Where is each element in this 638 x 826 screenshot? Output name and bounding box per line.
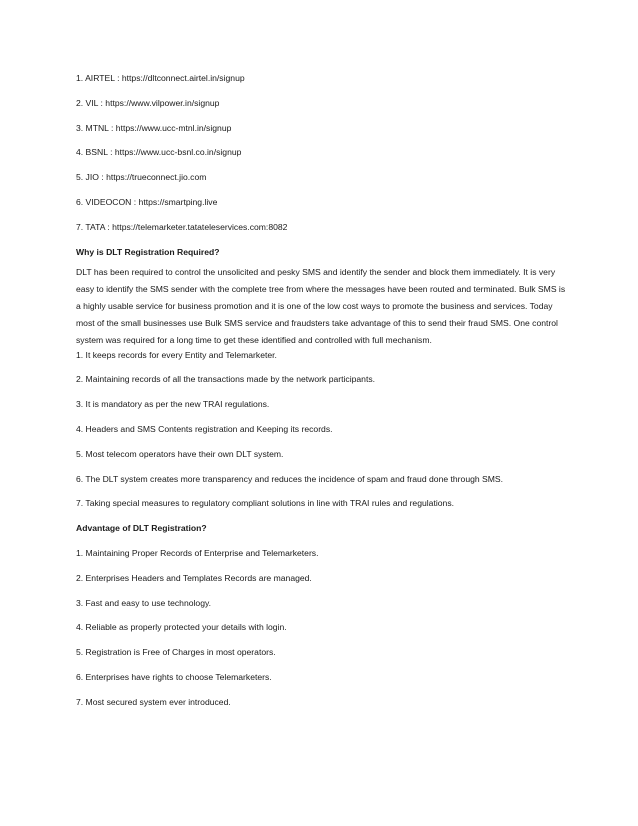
list-item-bsnl: 4. BSNL : https://www.ucc-bsnl.co.in/signup <box>76 147 242 158</box>
list-item-videocon: 6. VIDEOCON : https://smartping.live <box>76 196 218 207</box>
list-item: 7. Taking special measures to regulatory compliant solutions in line with TRAI rules and regulations. <box>76 498 455 509</box>
list-item: 5. Most telecom operators have their own DLT system. <box>76 448 284 459</box>
list-item: 2. Maintaining records of all the transactions made by the network participants. <box>76 374 376 385</box>
list-item: 3. Fast and easy to use technology. <box>76 597 212 608</box>
list-item: 3. It is mandatory as per the new TRAI regulations. <box>76 399 270 410</box>
list-item: 4. Headers and SMS Contents registration and Keeping its records. <box>76 423 333 434</box>
list-item: 1. Maintaining Proper Records of Enterprise and Telemarketers. <box>76 547 319 558</box>
list-item-jio: 5. JIO : https://trueconnect.jio.com <box>76 172 207 183</box>
list-item: 7. Most secured system ever introduced. <box>76 696 231 707</box>
list-item: 5. Registration is Free of Charges in most operators. <box>76 647 276 658</box>
list-item-airtel: 1. AIRTEL : https://dltconnect.airtel.in/signup <box>76 73 245 83</box>
why-heading: Why is DLT Registration Required? <box>76 246 220 257</box>
why-list <box>76 349 566 708</box>
list-item-mtnl: 3. MTNL : https://www.ucc-mtnl.in/signup <box>76 122 232 133</box>
list-item-tata: 7. TATA : https://telemarketer.tatateleservices.com:8082 <box>76 221 288 232</box>
document-page <box>76 72 566 708</box>
list-item-vil: 2. VIL : https://www.vilpower.in/signup <box>76 97 220 108</box>
registration-links-list <box>76 72 566 258</box>
list-item: 6. The DLT system creates more transparency and reduces the incidence of spam and fraud done through SMS. <box>76 473 504 484</box>
list-item: 4. Reliable as properly protected your details with login. <box>76 622 287 633</box>
list-item: 6. Enterprises have rights to choose Telemarketers. <box>76 671 272 682</box>
why-paragraph: DLT has been required to control the unsolicited and pesky SMS and identify the sender and block them immediately. It is very easy to identify the SMS sender with the complete tree from where the messages have been routed and terminated. Bulk SMS is a highly usable service for business promotion and it is one of the low cost ways to promote the business and services. Today most of the small businesses use Bulk SMS service and fraudsters take advantage of this to send their fraud SMS. One control system was required for a long time to get these identified and controlled with full mechanism. <box>76 266 566 345</box>
advantage-heading: Advantage of DLT Registration? <box>76 523 207 534</box>
list-item: 2. Enterprises Headers and Templates Records are managed. <box>76 572 312 583</box>
list-item: 1. It keeps records for every Entity and Telemarketer. <box>76 349 277 360</box>
